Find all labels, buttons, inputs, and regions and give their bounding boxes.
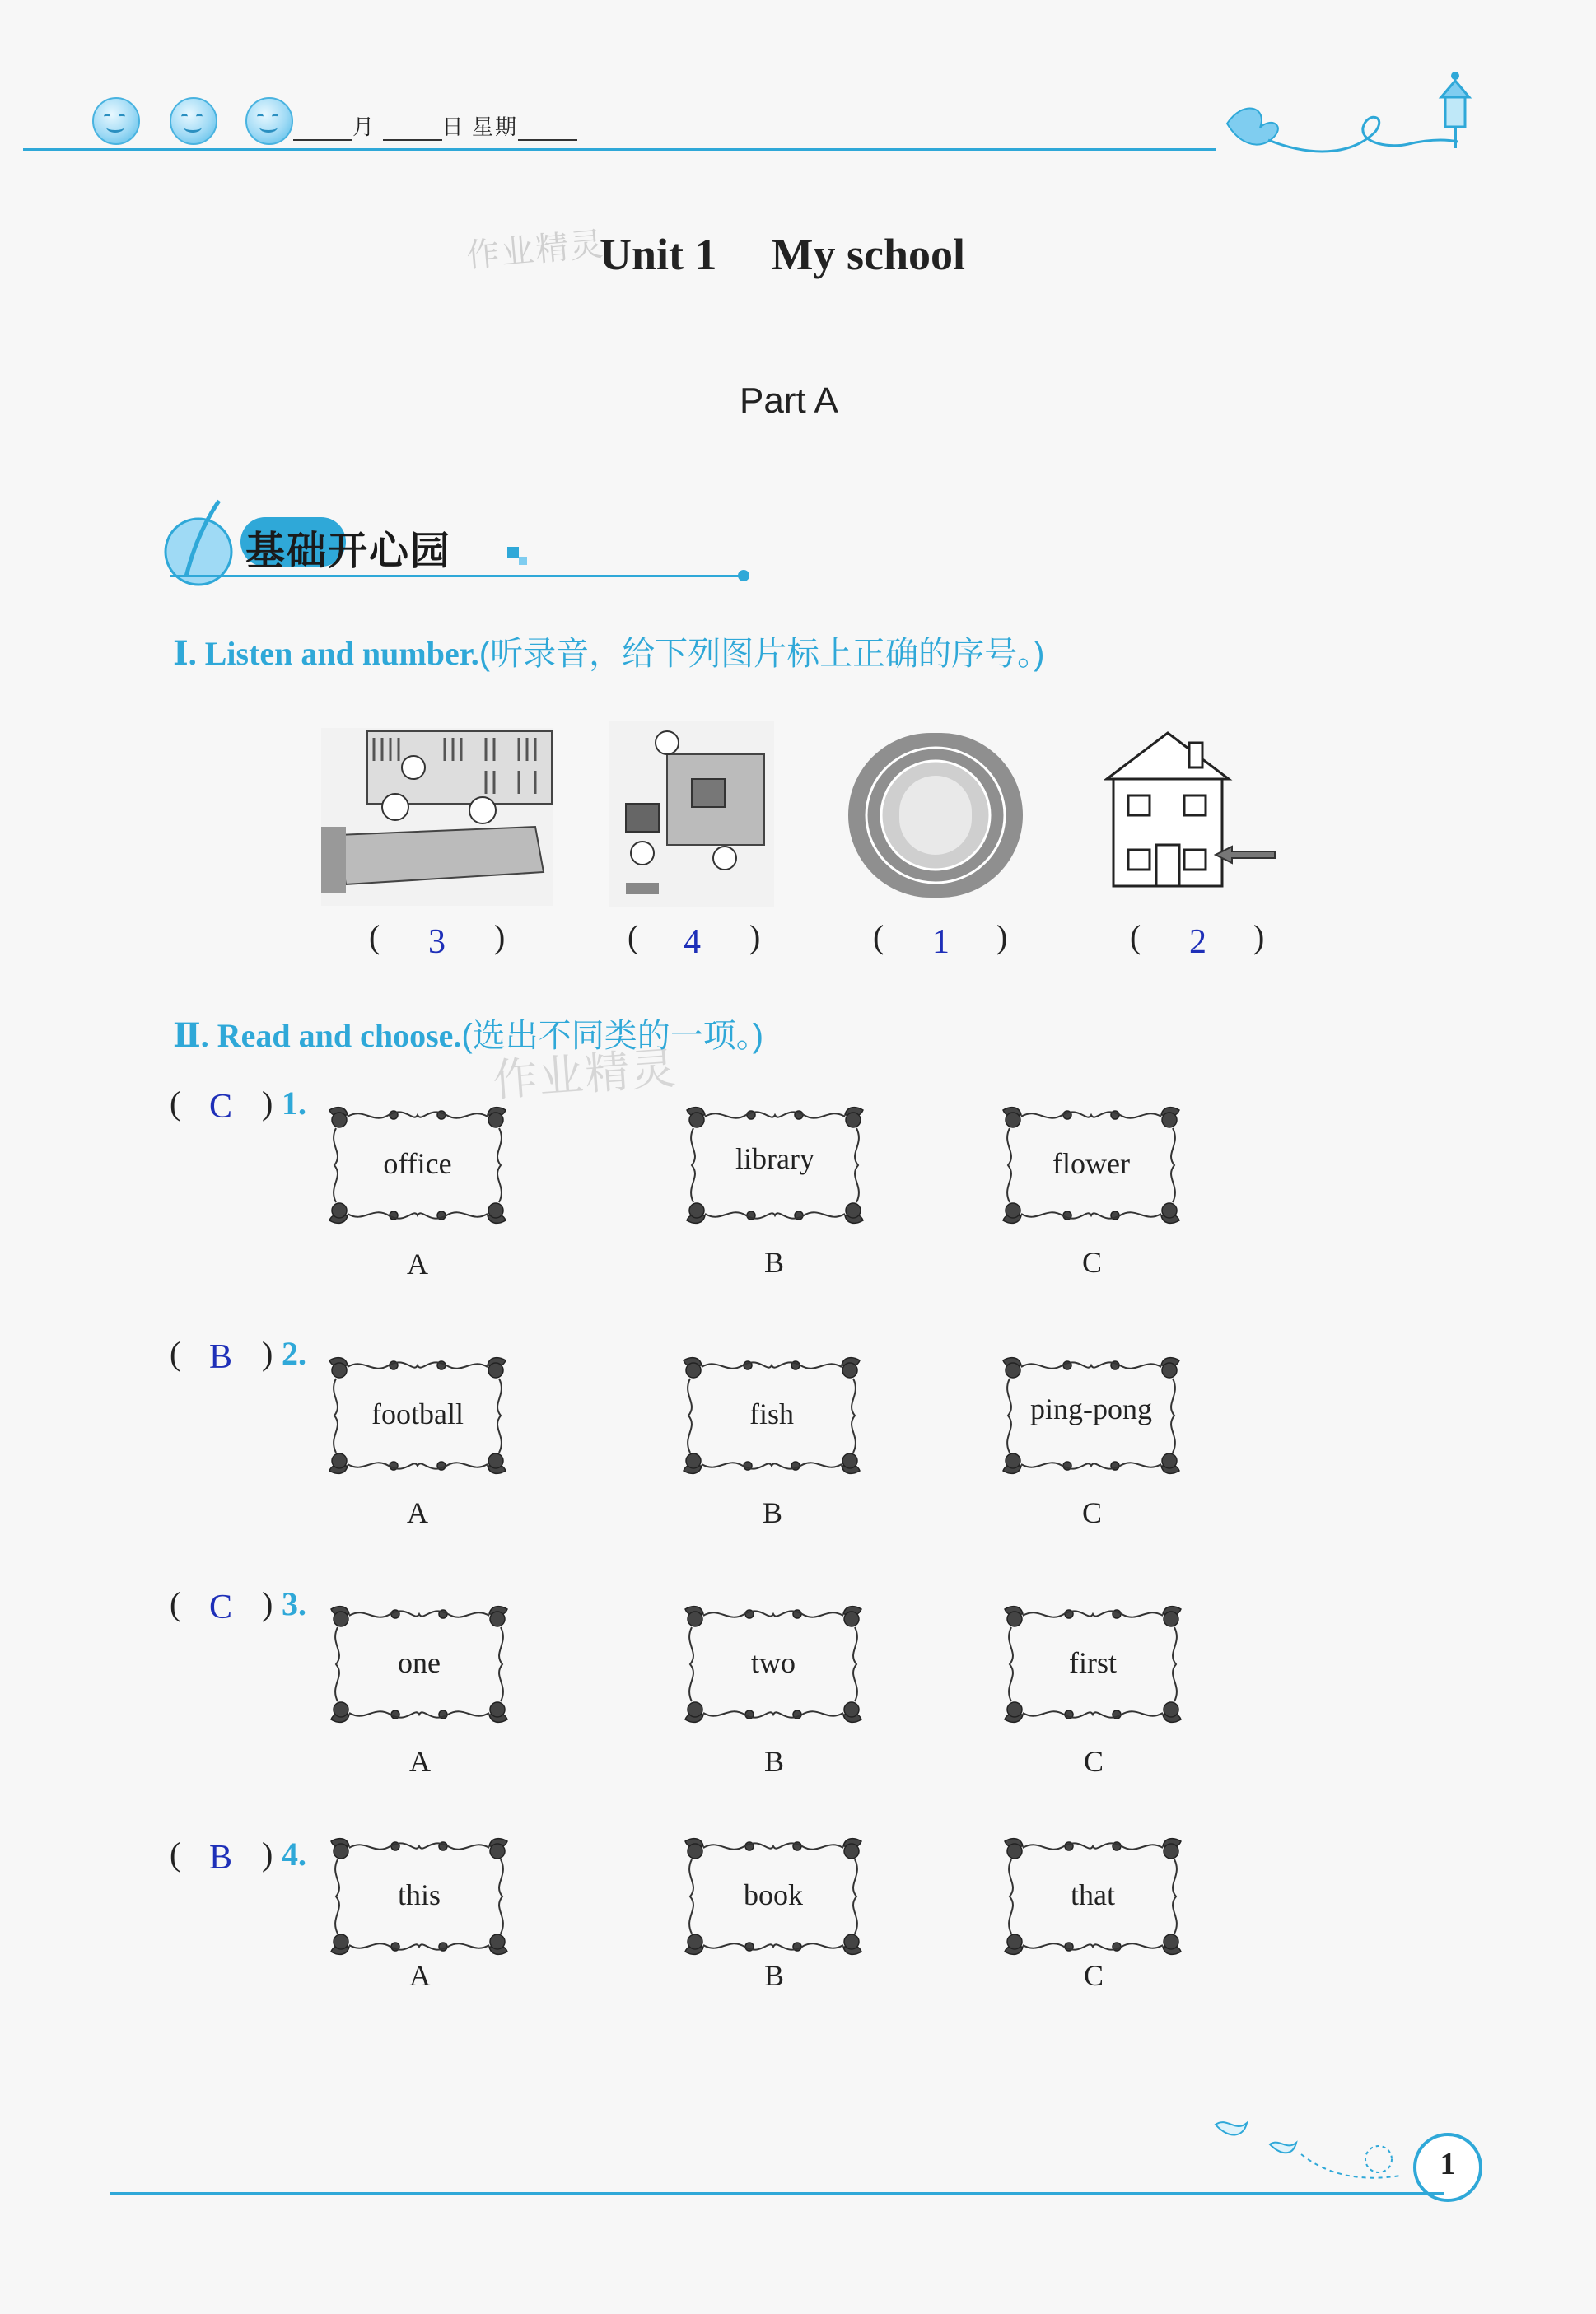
smiley-icon	[245, 97, 293, 145]
option-frame[interactable]	[998, 1835, 1188, 1958]
option-word: book	[744, 1878, 803, 1911]
section2-heading-cn: (选出不同类的一项。)	[461, 1018, 764, 1054]
birds-decoration	[1211, 2108, 1433, 2199]
page-number: 1	[1440, 2147, 1456, 2181]
option-frame[interactable]	[324, 1603, 514, 1726]
option-word: that	[1071, 1878, 1115, 1911]
question-answer: C	[209, 1589, 233, 1626]
section-banner-title: 基础开心园	[245, 530, 452, 573]
option-frame[interactable]	[679, 1603, 868, 1726]
option-letter: C	[1083, 1745, 1104, 1778]
option-frame[interactable]	[323, 1354, 512, 1477]
option-word: two	[751, 1646, 796, 1679]
feather-icon	[161, 494, 236, 593]
question-answer: C	[209, 1088, 233, 1126]
question-number: 2.	[282, 1335, 306, 1372]
option-word: ping-pong	[1030, 1393, 1152, 1425]
option-frame[interactable]	[324, 1835, 514, 1958]
option-word: flower	[1052, 1147, 1130, 1180]
option-letter: B	[763, 1246, 784, 1279]
option-frame[interactable]	[323, 1103, 512, 1227]
option-frame[interactable]	[996, 1354, 1186, 1477]
section1-heading-en: Ⅰ. Listen and number.	[173, 635, 479, 672]
option-letter: C	[1083, 1959, 1104, 1992]
banner-square	[519, 557, 527, 565]
option-frame[interactable]	[677, 1354, 866, 1477]
option-word: library	[735, 1142, 814, 1175]
question-answer: B	[209, 1839, 233, 1877]
option-word: football	[371, 1397, 464, 1430]
section2-heading-en: Ⅱ. Read and choose.	[173, 1017, 462, 1054]
option-frame[interactable]	[998, 1603, 1188, 1726]
option-letter: A	[407, 1496, 428, 1529]
section2-heading	[173, 1010, 763, 1057]
playground-icon	[832, 725, 1039, 907]
option-letter: A	[409, 1959, 431, 1992]
question-number: 1.	[282, 1085, 306, 1122]
month-label: 月	[352, 115, 376, 139]
option-letter: B	[763, 1959, 784, 1992]
option-word: first	[1069, 1646, 1117, 1679]
house-second-floor-icon	[1104, 730, 1280, 891]
option-letter: C	[1081, 1496, 1102, 1529]
question-row: ( C ) 1. office A library B flower C	[0, 1084, 1596, 1290]
option-letter: C	[1081, 1246, 1102, 1279]
option-letter: A	[407, 1248, 428, 1281]
unit-title	[600, 229, 965, 280]
smiley-icon	[92, 97, 140, 145]
date-line	[293, 110, 577, 141]
option-word: office	[383, 1147, 452, 1180]
banner-rule	[170, 575, 743, 577]
banner-square	[507, 547, 519, 558]
question-number: 3.	[282, 1585, 306, 1622]
unit-number: Unit 1	[600, 230, 717, 279]
watermark: 作业精灵	[464, 226, 606, 275]
banner-dot	[738, 570, 749, 581]
option-letter: B	[763, 1745, 784, 1778]
footer-rule	[110, 2192, 1444, 2195]
picture-answer-value: 4	[684, 923, 701, 961]
question-number: 4.	[282, 1836, 306, 1873]
question-row: ( B ) 4. this A book B that C	[0, 1835, 1596, 2041]
unit-name: My school	[771, 230, 966, 279]
option-word: fish	[749, 1397, 794, 1430]
butterfly-lamp-decoration	[1211, 66, 1482, 165]
question-row: ( C ) 3. one A two B first C	[0, 1584, 1596, 1790]
library-icon	[321, 728, 553, 906]
question-answer: B	[209, 1338, 233, 1376]
option-letter: B	[762, 1496, 782, 1529]
part-title: Part A	[740, 380, 838, 421]
section1-heading-cn: (听录音，给下列图片标上正确的序号。)	[478, 636, 1045, 672]
watermark: 作业精灵	[491, 1043, 679, 1106]
smiley-icon	[170, 97, 217, 145]
weekday-label: 星期	[472, 115, 519, 139]
question-row: ( B ) 2. football A fish B ping-pong C	[0, 1334, 1596, 1540]
option-word: this	[397, 1878, 441, 1911]
picture-answer-value: 1	[932, 923, 950, 961]
option-word: one	[398, 1646, 441, 1679]
option-letter: A	[409, 1745, 431, 1778]
option-frame[interactable]	[680, 1103, 870, 1227]
option-frame[interactable]	[679, 1835, 868, 1958]
picture-answer-value: 2	[1189, 923, 1206, 961]
day-label: 日	[441, 115, 465, 139]
header-rule	[23, 148, 1216, 151]
picture-answer-value: 3	[428, 923, 446, 961]
option-frame[interactable]	[996, 1103, 1186, 1227]
computer-room-icon	[609, 721, 774, 907]
section1-heading	[173, 627, 1044, 674]
